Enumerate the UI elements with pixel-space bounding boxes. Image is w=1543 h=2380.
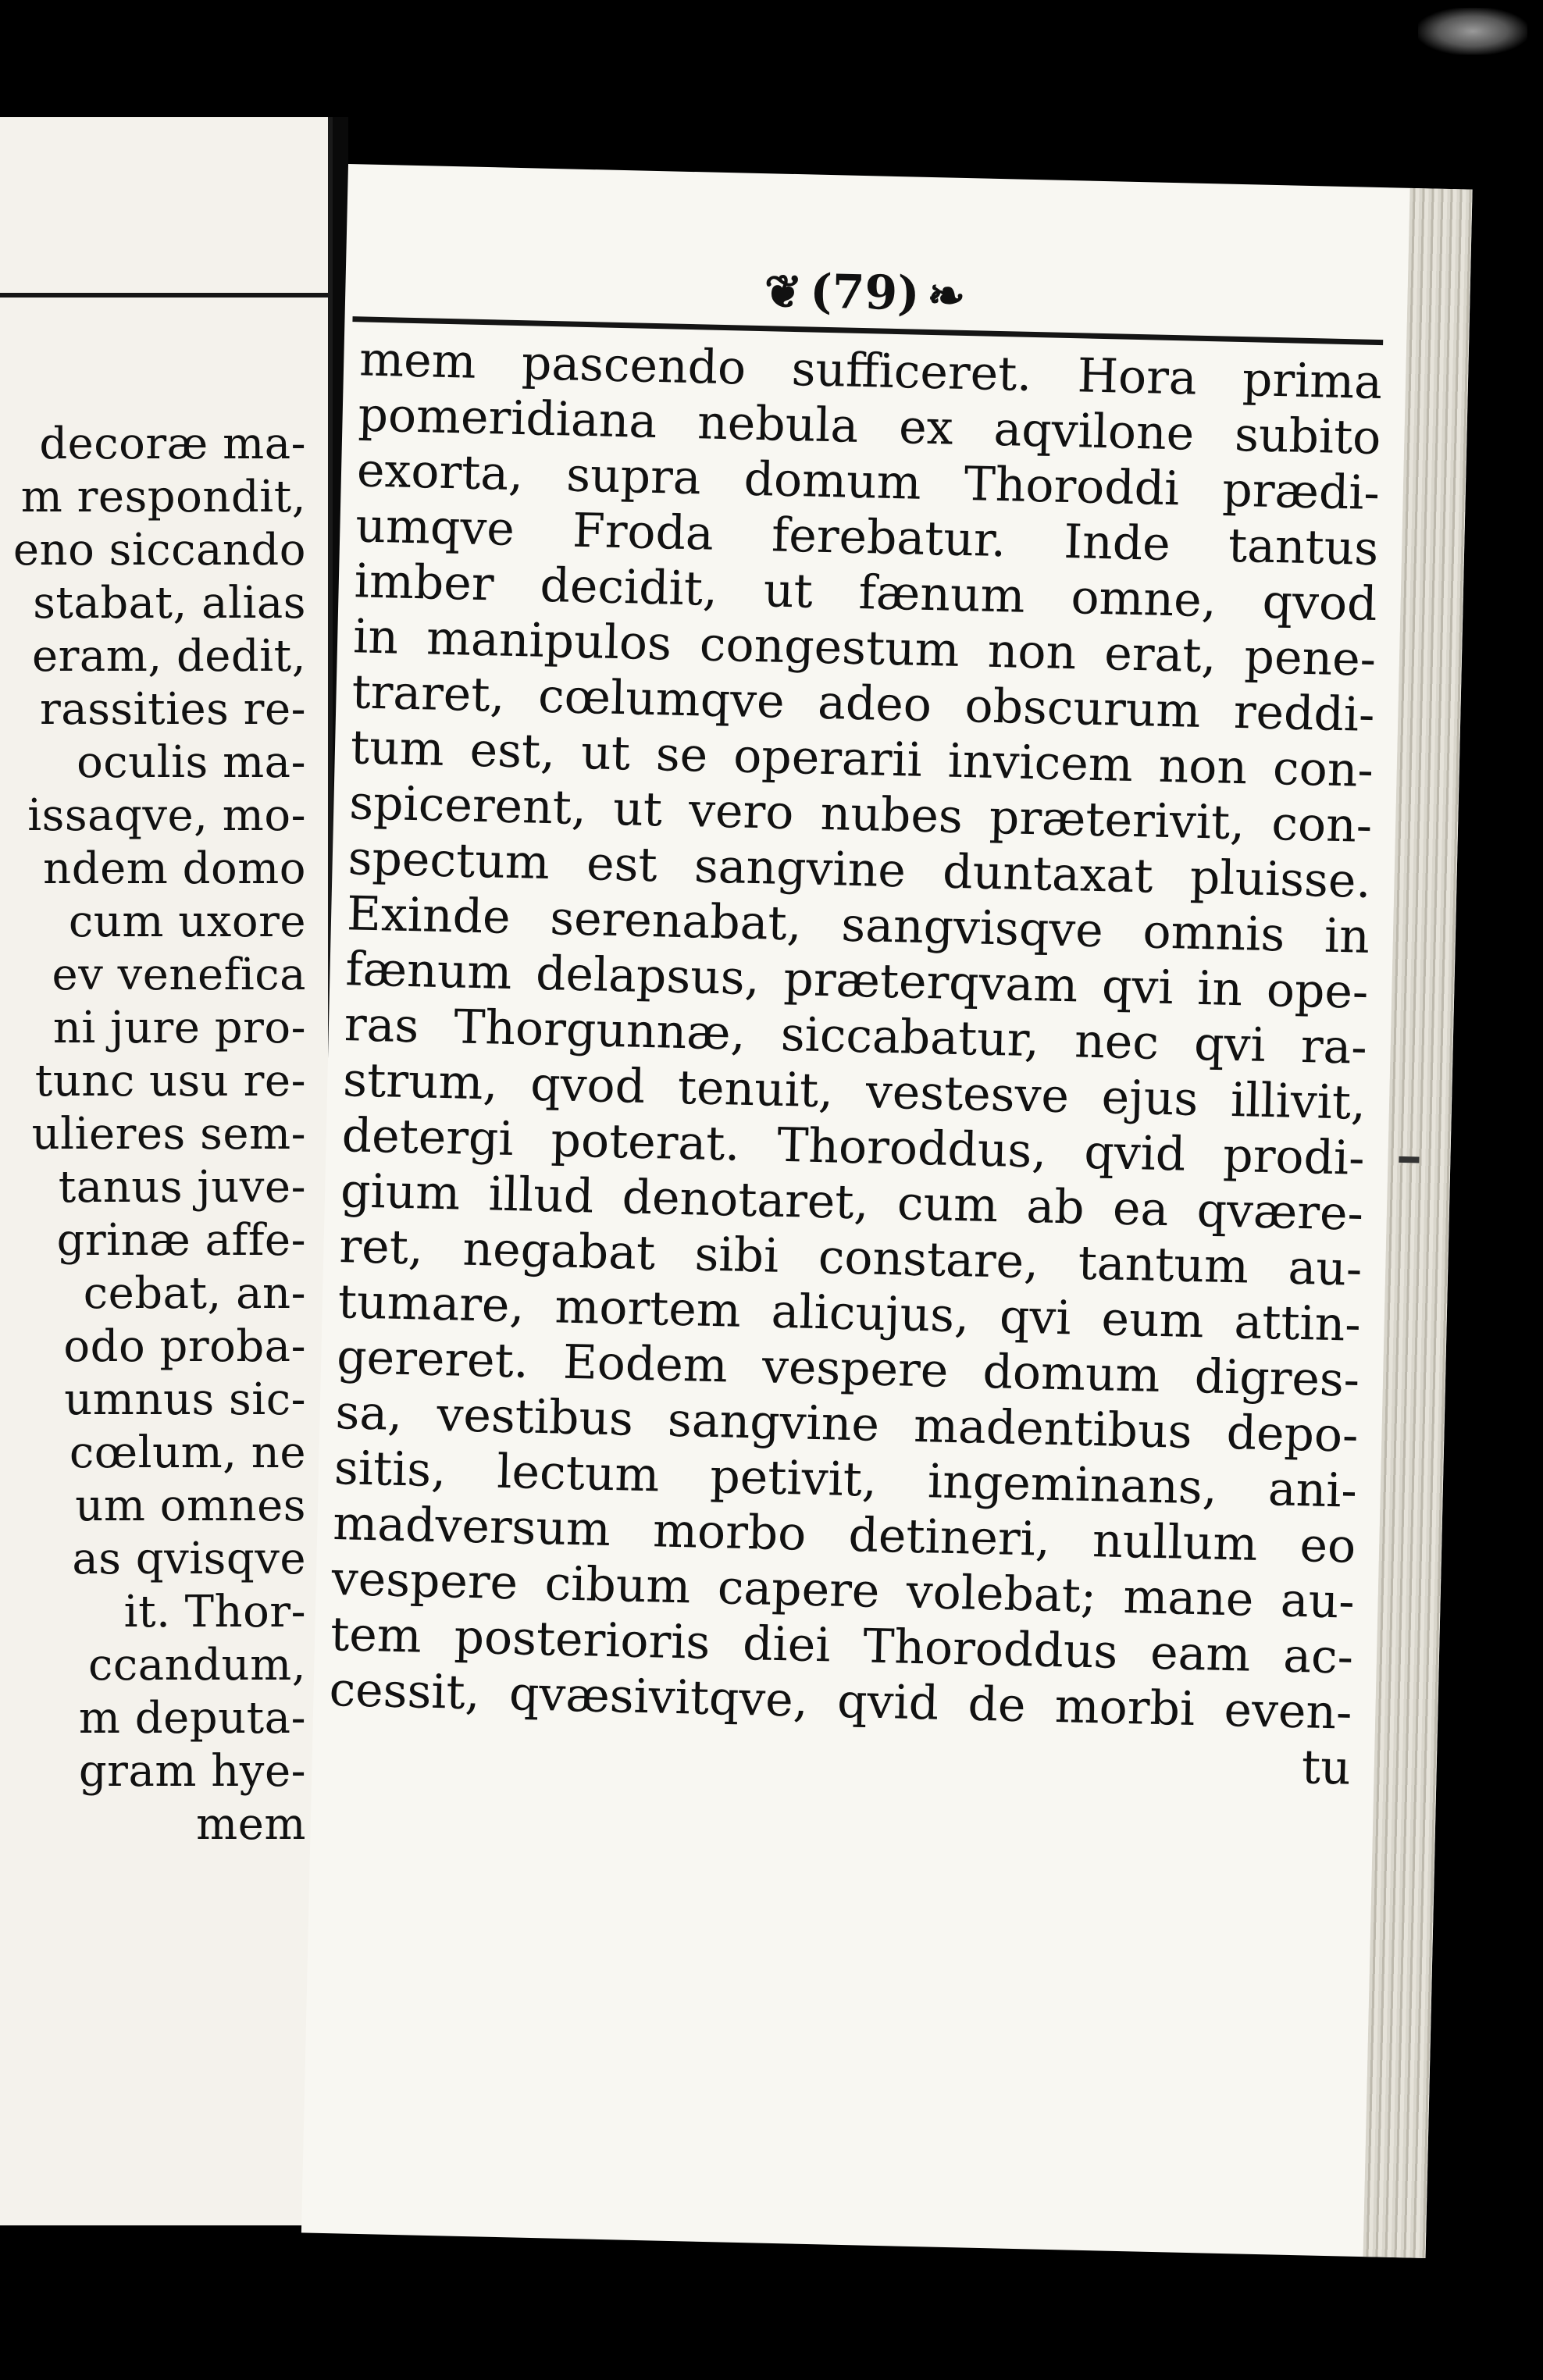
- text-line: spicerent, ut vero nubes præterivit, con-: [348, 775, 1373, 853]
- text-line: gium illud denotaret, cum ab ea qvære-: [340, 1163, 1364, 1242]
- text-line: strum, qvod tenuit, vestesve ejus illivit,: [342, 1053, 1367, 1131]
- left-text-line: umnus sic-: [64, 1374, 306, 1425]
- text-line: traret, cœlumqve adeo obscurum reddi-: [351, 664, 1376, 743]
- ornament-right-icon: ❧: [926, 268, 966, 322]
- text-line: mem pascendo sufficeret. Hora prima: [358, 332, 1383, 411]
- left-text-line: ni jure pro-: [52, 1003, 306, 1053]
- left-text-line: oculis ma-: [77, 737, 306, 788]
- text-line: exorta, supra domum Thoroddi prædi-: [356, 443, 1381, 522]
- text-line: spectum est sangvine duntaxat pluisse.: [347, 831, 1372, 909]
- catchword: tu: [1301, 1740, 1352, 1796]
- text-line: tum est, ut se operarii invicem non con-: [350, 720, 1374, 798]
- text-line: gereret. Eodem vespere domum digres-: [336, 1330, 1360, 1408]
- text-line: Exinde serenabat, sangvisqve omnis in: [346, 886, 1370, 964]
- left-text-line: grinæ affe-: [56, 1215, 306, 1266]
- scan-smudge: [1418, 8, 1527, 55]
- text-line: tumare, mortem alicujus, qvi eum attin-: [337, 1274, 1362, 1352]
- left-text-line: stabat, alias: [33, 578, 306, 629]
- ornament-left-icon: ❦: [763, 265, 804, 319]
- left-text-line: cœlum, ne: [69, 1427, 306, 1478]
- text-line: fænum delapsus, præterqvam qvi in ope-: [344, 942, 1370, 1020]
- text-line: cessit, qvæsivitqve, qvid de morbi even-: [328, 1662, 1353, 1740]
- text-line: ret, negabat sibi constare, tantum au-: [338, 1219, 1363, 1297]
- left-text-line: m respondit,: [20, 472, 306, 522]
- left-text-line: cebat, an-: [83, 1268, 306, 1319]
- left-text-line: tunc usu re-: [34, 1056, 306, 1106]
- left-text-line: as qvisqve: [72, 1534, 306, 1584]
- text-line: umqve Froda ferebatur. Inde tantus: [355, 498, 1379, 577]
- page-number: (79): [809, 264, 921, 322]
- left-text-line: cum uxore: [68, 896, 306, 947]
- left-page-text: [0, 418, 306, 1851]
- left-text-line: decoræ ma-: [39, 419, 306, 469]
- left-text-line: mem: [196, 1799, 306, 1850]
- text-line: sitis, lectum petivit, ingeminans, ani-: [333, 1441, 1358, 1519]
- left-header-rule: [0, 293, 328, 298]
- left-text-line: ev venefica: [52, 950, 306, 1000]
- left-text-line: gram hye-: [78, 1746, 306, 1797]
- left-text-line: ccandum,: [88, 1640, 306, 1691]
- text-line: sa, vestibus sangvine madentibus depo-: [334, 1385, 1359, 1463]
- text-line: tem posterioris diei Thoroddus eam ac-: [330, 1606, 1354, 1685]
- right-page: [301, 164, 1473, 2258]
- left-text-line: tanus juve-: [58, 1162, 306, 1213]
- text-line: in manipulos congestum non erat, pene-: [352, 609, 1377, 688]
- left-text-line: issaqve, mo-: [27, 790, 306, 841]
- page-header: [345, 238, 1385, 332]
- left-text-line: eno siccando: [12, 525, 306, 575]
- text-line: vespere cibum capere volebat; mane au-: [331, 1551, 1356, 1630]
- margin-mark: [1399, 1156, 1419, 1163]
- body-text: [327, 332, 1383, 1796]
- text-line: pomeridiana nebula ex aqvilone subito: [357, 387, 1382, 466]
- text-line: madversum morbo detineri, nullum eo: [332, 1496, 1356, 1574]
- left-text-line: odo proba-: [63, 1321, 306, 1372]
- text-line: ras Thorgunnæ, siccabatur, nec qvi ra-: [344, 997, 1368, 1075]
- left-text-line: it. Thor-: [123, 1587, 306, 1637]
- left-text-line: rassities re-: [40, 684, 306, 735]
- text-line: detergi poterat. Thoroddus, qvid prodi-: [340, 1108, 1366, 1186]
- left-text-line: um omnes: [75, 1480, 306, 1531]
- left-text-line: ndem domo: [43, 843, 306, 894]
- text-line: imber decidit, ut fænum omne, qvod: [354, 554, 1378, 632]
- left-text-line: ulieres sem-: [31, 1109, 306, 1160]
- left-text-line: m deputa-: [78, 1693, 306, 1744]
- left-page-fragment: [0, 117, 333, 2225]
- left-text-line: eram, dedit,: [31, 631, 306, 682]
